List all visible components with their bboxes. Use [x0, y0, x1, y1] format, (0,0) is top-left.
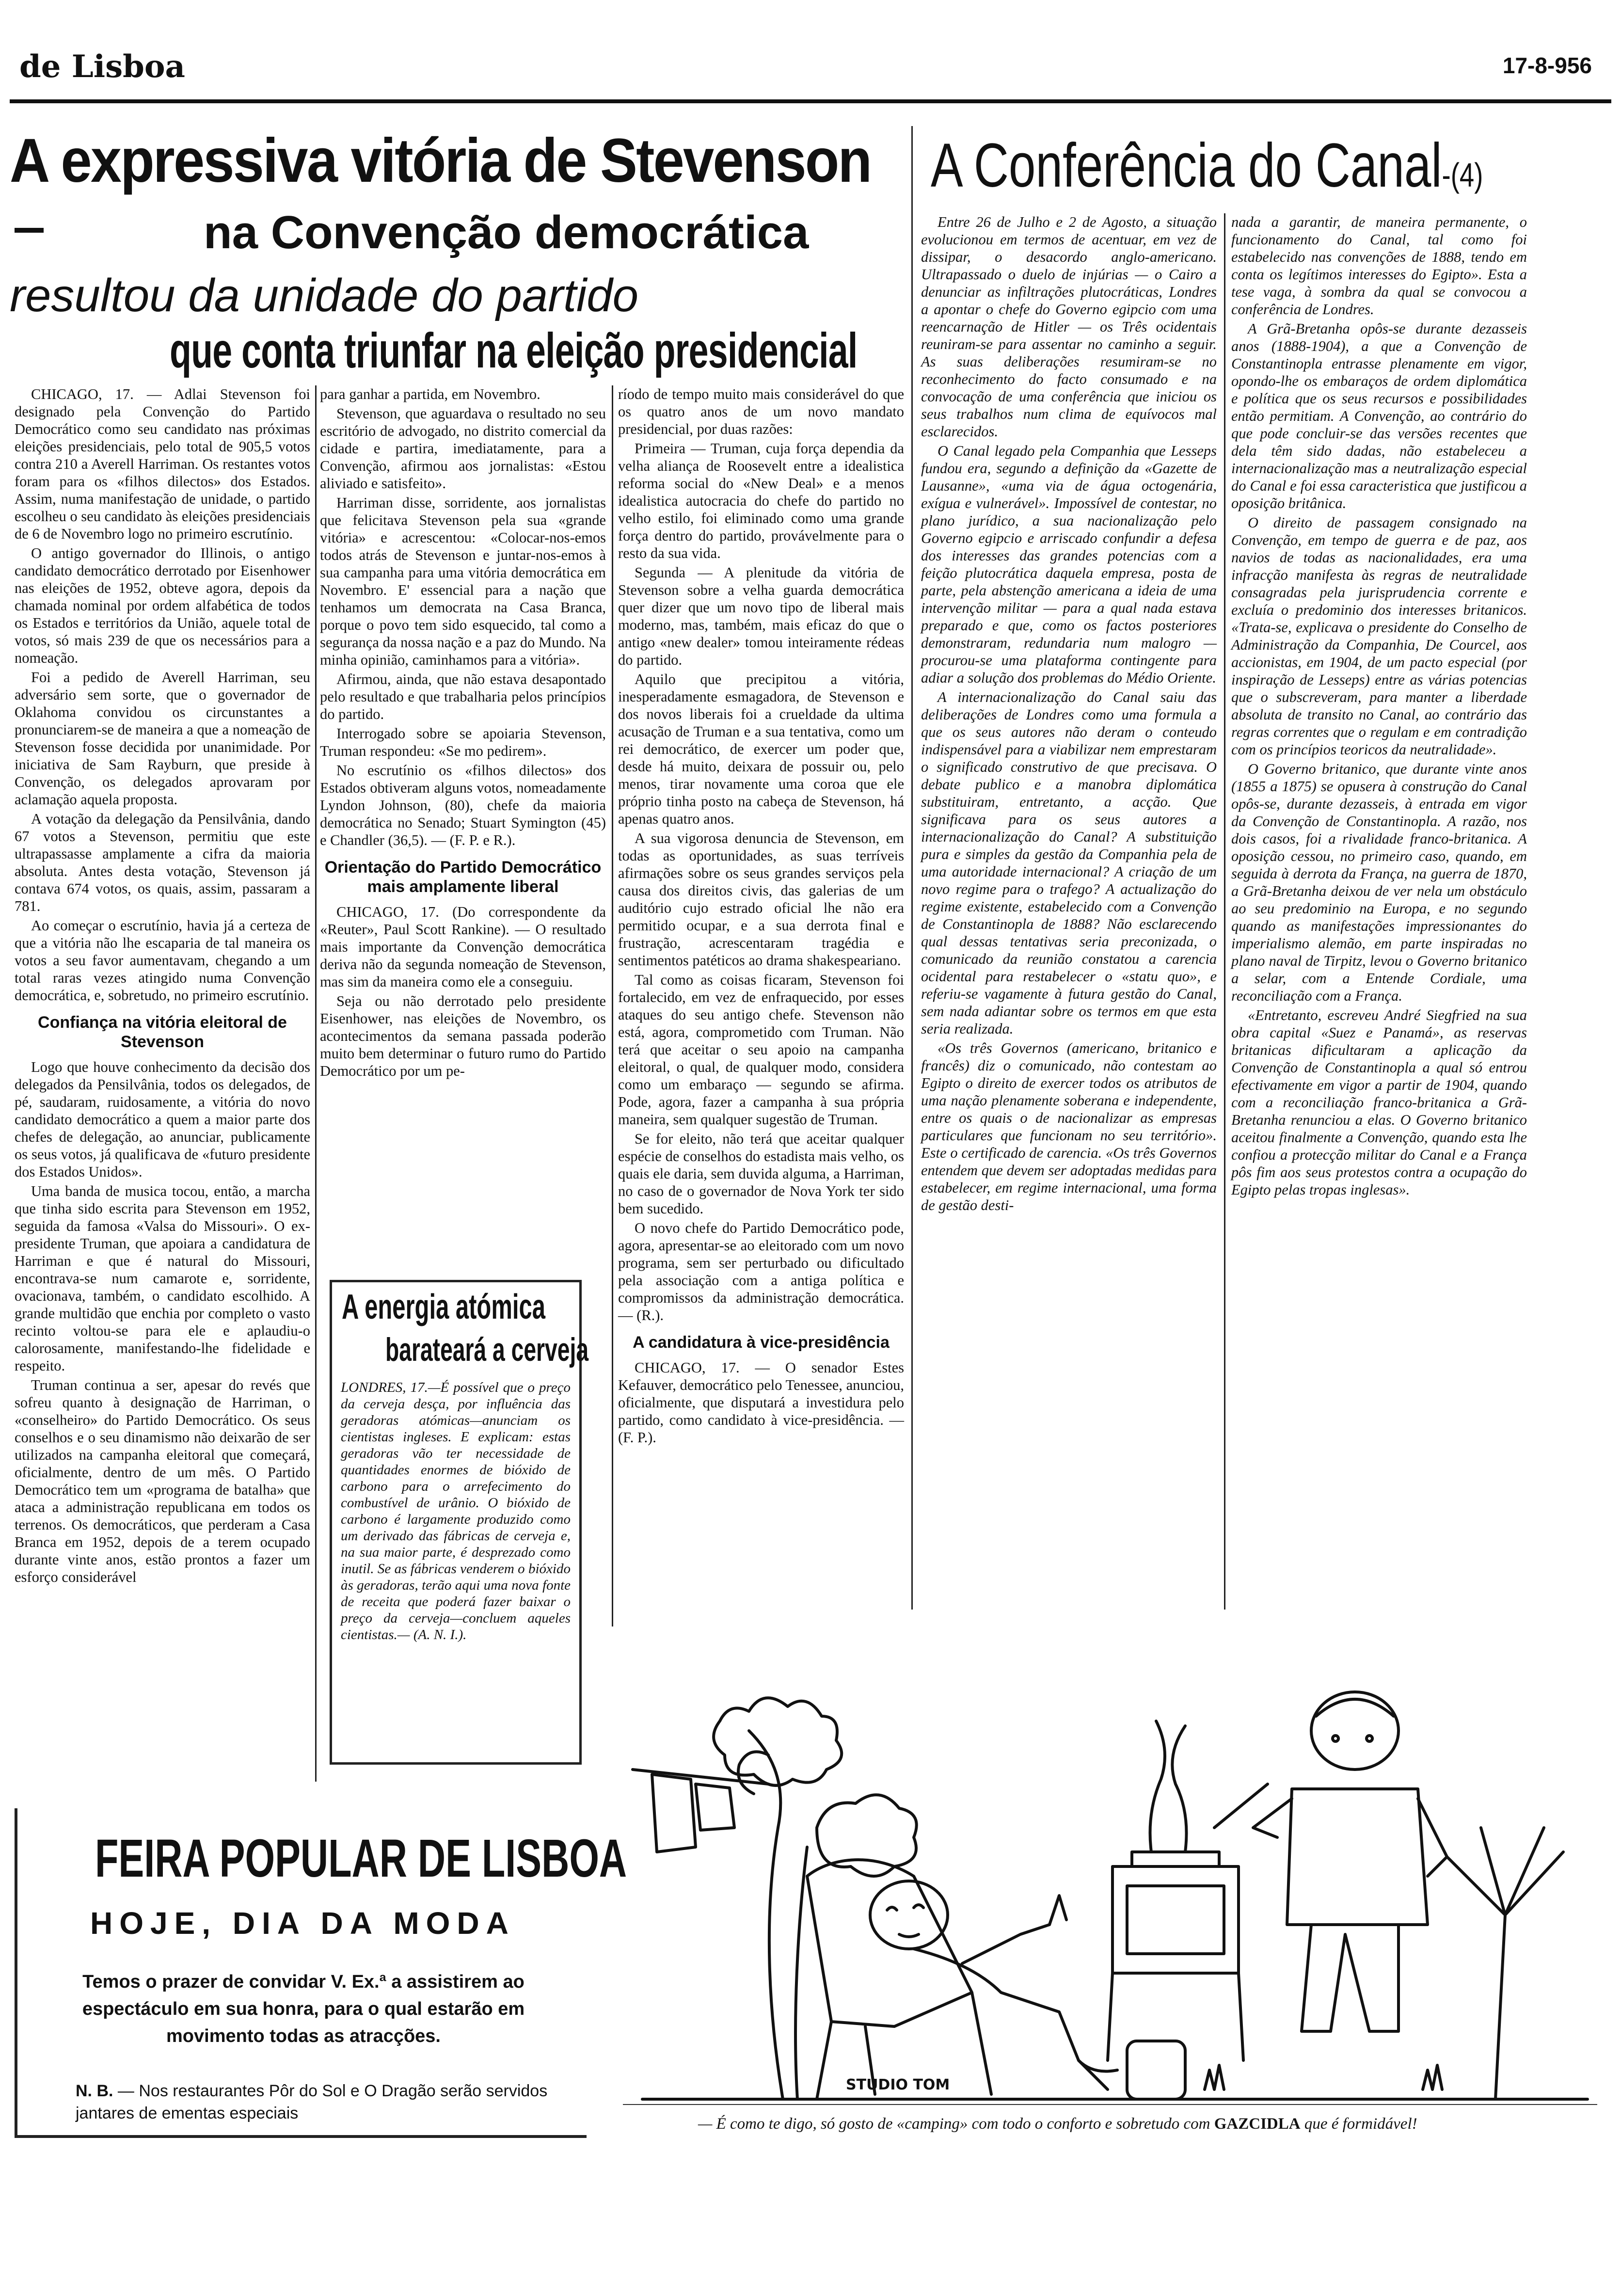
subheading-orientacao: Orientação do Partido Democrático mais amplamente liberal	[324, 858, 602, 896]
paragraph: Seja ou não derrotado pelo presidente Eisenhower, nas eleições de Novembro, os acontecimentos da semana passada poderão muito bem determinar o futuro rumo do Partido Democrático por um pe-	[320, 993, 606, 1079]
canal-title: A Conferência do Canal	[931, 131, 1442, 200]
canal-headline	[931, 130, 1483, 201]
paragraph: Aquilo que precipitou a vitória, inesperadamente esmagadora, de Stevenson e dos novos liberais foi a crueldade da ultima acusação de Truman e a sua tentativa, como um rei democrático, de exercer um poder que, desde há muito, deixara de possuir ou, pelo menos, tirar novamente uma coroa que ele próprio tinha posto na cabeça de Stevenson, há apenas quatro anos.	[618, 671, 904, 827]
seated-man-head	[870, 1881, 948, 1949]
stevenson-column-2	[320, 385, 606, 1082]
paragraph: A votação da delegação da Pensilvânia, dando 67 votos a Stevenson, permitiu que este ultrapassasse amplamente a cifra da maioria absoluta. Antes desta votação, Stevenson já contava 674 votos, os quais, assim, passaram a 781.	[15, 811, 310, 914]
ad-note-label: N. B.	[76, 2082, 113, 2100]
ad-note	[76, 2080, 570, 2124]
feira-popular-ad	[15, 1808, 627, 2138]
paragraph: nada a garantir, de maneira permanente, o funcionamento do Canal, tal como foi estabelecido nas convenções de 1888, tendo em conta os legítimos interesses do Egipto». Esta a tese vaga, à sombra da qual se convocou a conferência de Londres.	[1231, 214, 1527, 318]
canal-column-1	[921, 213, 1217, 1216]
paragraph: Ao começar o escrutínio, havia já a certeza de que a vitória não lhe escaparia de tal maneira os votos a seu favor aumentavam, chegando a um total raras vezes atingido numa Convenção democrática, e, sobretudo, no primeiro escrutínio.	[15, 917, 310, 1004]
palm-plant	[1447, 1828, 1563, 2099]
dash-ornament	[15, 228, 44, 233]
paragraph: No escrutínio os «filhos dilectos» dos Estados obtiveram alguns votos, nomeadamente Lyndon Johnson, (80), chefe da maioria democrática no Senado; Stuart Symington (45) e Chandler (36,5). — (F. P. e R.).	[320, 762, 606, 848]
ad-body: Temos o prazer de convidar V. Ex.ª a assistirem ao espectáculo em sua honra, para o qual estarão em movimento todas as atracções.	[82, 1972, 525, 2046]
energia-title-2: barateará a cerveja	[385, 1331, 589, 1368]
stevenson-headline-4: que conta triunfar na eleição presidencial	[170, 323, 858, 378]
paragraph: Uma banda de musica tocou, então, a marcha que tinha sido escrita para Stevenson em 1952, seguida da famosa «Valsa do Missouri». O ex-presidente Truman, que apoiara a candidatura de Harriman e que é natural do Missouri, encontrava-se num camarote e, sorridente, ovacionava, também, o candidato escolhido. A grande multidão que enchia por completo o vasto recinto voltou-se para ele e aplaudiu-o calorosamente, manifestando-lhe fidelidade e respeito.	[15, 1183, 310, 1374]
masthead: de Lisboa	[19, 48, 185, 85]
ad-subtitle: HOJE, DIA DA MODA	[90, 1906, 515, 1941]
paragraph: A sua vigorosa denuncia de Stevenson, em todas as oportunidades, as suas terríveis afirmações sobre os seus grandes serviços pela causa dos direitos civis, das galerias de um auditório cujo estrado oficial lhe não era permitido ocupar, e a sua derrota final e frustração, acrescentaram tragédia e sentimentos patéticos ao drama shakespeariano.	[618, 830, 904, 969]
ad-note-text: — Nos restaurantes Pôr do Sol e O Dragão serão servidos jantares de ementas especiais	[76, 2082, 548, 2122]
paragraph: para ganhar a partida, em Novembro.	[320, 386, 540, 402]
column-divider	[911, 126, 913, 1610]
paragraph: «Entretanto, escreveu André Siegfried na sua obra capital «Suez e Panamá», as reservas britanicas dificultaram a aplicação da Convenção de Constantinopla a qual só entrou efectivamente em vigor a partir de 1904, quando com a reconciliação franco-britanica a Grã-Bretanha renunciou a elas. O Governo britanico aceitou finalmente a Convenção, quando esta lhe confiou a protecção militar do Canal e a França pôs fim aos seus protestos contra a ocupação do Egipto pelas tropas inglesas».	[1231, 1007, 1527, 1198]
steam	[1150, 1721, 1165, 1852]
stevenson-headline-3: resultou da unidade do partido	[10, 270, 638, 321]
stevenson-headline-2: na Convenção democrática	[204, 207, 809, 258]
paragraph: O Governo britanico, que durante vinte anos (1855 a 1875) se opusera à construção do Canal opôs-se, durante dezasseis, à entrada em vigor da Convenção de Constantinopla. A razão, nos dois casos, foi a rivalidade franco-britanica. A oposição cessou, no primeiro caso, quando, em seguida à derrota da França, na guerra de 1870, a Grã-Bretanha deixou de ver nela um obstáculo ao seu predominio na Europa, e no segundo quando as manifestações impressionantes do imperialismo alemão, em parte inspiradas no plano naval de Tirpitz, levou o Governo britanico a selar, com a Entende Cordiale, uma reconciliação com a França.	[1231, 761, 1527, 1004]
tree-foliage	[714, 1698, 842, 1786]
subheading-vice-presidencia: A candidatura à vice-presidência	[633, 1333, 890, 1352]
stevenson-headline-1: A expressiva vitória de Stevenson	[10, 126, 871, 195]
paragraph: CHICAGO, 17. — O senador Estes Kefauver, democrático pelo Tenessee, anunciou, oficialmente, que disputará a investidura pelo partido, como candidato à vice-presidência. — (F. P.).	[618, 1359, 904, 1446]
canal-column-2	[1231, 213, 1527, 1200]
paragraph: Logo que houve conhecimento da decisão dos delegados da Pensilvânia, todos os delegados, de pé, saudaram, ruidosamente, a vitória do novo candidato democrático a quem a maior parte dos chefes de delegação, ao anunciar, publicamente os seus votos, já qualificava de «futuro presidente dos Estados Unidos».	[15, 1059, 310, 1180]
subheading-confianca: Confiança na vitória eleitoral de Stevenson	[38, 1013, 287, 1051]
paragraph: Segunda — A plenitude da vitória de Stevenson sobre a velha guarda democrática quer dizer que um novo tipo de liberal mais moderno, mas, também, mais eficaz do que o antigo «new dealer» tomou inteiramente rédeas do partido.	[618, 564, 904, 668]
ad-title: FEIRA POPULAR DE LISBOA	[95, 1829, 627, 1888]
paragraph: O Canal legado pela Companhia que Lesseps fundou era, segundo a definição da «Gazette de Lausanne», «uma via de água octogenária, exígua e vulnerável». Impossível de contestar, no plano jurídico, a sua nacionalização pelo Governo egipcio e arriscado confundir a defesa dos interesses das grandes potencias com a feição plutocrática daquela empresa, posta de parte, pela abstenção americana a ideia de uma intervenção militar — para a qual nada estava preparado e que, como os factos posteriores demonstraram, redundaria num malogro — procurou-se uma plataforma contingente para adiar a solução dos problemas do Médio Oriente.	[921, 443, 1217, 686]
cartoon-illustration	[623, 1624, 1597, 2114]
hanging-shirt	[652, 1774, 696, 1852]
gas-stove	[1112, 1866, 1239, 1973]
cartoon-caption	[698, 2114, 1556, 2134]
paragraph: Interrogado sobre se apoiaria Stevenson, Truman respondeu: «Se mo pedirem».	[320, 725, 606, 759]
paragraph: «Os três Governos (americano, britanico e francês) diz o comunicado, não contestam ao Egipto o direito de exercer todos os atributos de uma nação plenamente soberana e independente, entre os quais o de nacionalizar as empresas particulares que funcionam no seu território». Este o certificado de carencia. «Os três Governos entendem que devem ser adoptadas medidas para estabelecer, em regime internacional, uma forma de gestão desti-	[921, 1040, 1217, 1213]
paragraph: O novo chefe do Partido Democrático pode, agora, apresentar-se ao eleitorado com um novo programa, sem ser perturbado ou dificultado pela associação com a antiga política e compromissos da administração democrática. — (R.).	[618, 1220, 904, 1323]
gas-cylinder	[1127, 2041, 1185, 2099]
paragraph: A internacionalização do Canal saiu das deliberações de Londres como uma formula a que os seus autores não deram o conteudo indispensável para a viabilizar nem emprestaram o significado construtivo de que precisava. O debate publico e a manobra diplomática substituiram, entretanto, a acção. Que significava para os seus autores a internacionalização do Canal? A substituição pura e simples da gestão da Companhia pela de uma autoridade internacional? A criação de um novo regime para o trafego? A actualização do regime existente, estabelecido com a Convenção de Constantinopla de 1888? Não esclarecendo qual dessas tentativas seria preconizada, o comunicado da reunião constatou a carencia ocidental para restabelecer o «statu quo», e referiu-se vagamente à futura gestão do Canal, sem nada adiantar sobre os termos em que esta seria realizada.	[921, 689, 1217, 1037]
energia-box	[330, 1280, 589, 1765]
column-divider	[315, 385, 317, 1782]
paragraph: Se for eleito, não terá que aceitar qualquer espécie de conselhos do estadista mais velho, os quais ele daria, sem duvida alguma, a Harriman, no caso de o governador de Nova York ter sido bem sucedido.	[618, 1131, 904, 1217]
paragraph: Harriman disse, sorridente, aos jornalistas que felicitava Stevenson pela sua «grande vitória» e acrescentou: «Colocar-nos-emos todos atrás de Stevenson e juntar-nos-emos à sua campanha para uma vitória democrática em Novembro. E' essencial para a nação que tenhamos um democrata na Casa Branca, porque o povo tem sido esquecido, tal como a segurança da nossa nação e a paz do Mundo. Na minha opinião, caminhamos para a vitória».	[320, 494, 606, 668]
paragraph: Foi a pedido de Averell Harriman, seu adversário sem sorte, que o governador de Oklahoma convidou os circunstantes a pronunciarem-se de maneira a que a nomeação de Stevenson fosse decidida por unanimidade. Por iniciativa de Sam Rayburn, que preside à Convenção, os delegados aprovaram por aclamação aquela proposta.	[15, 669, 310, 808]
issue-date: 17-8-956	[1502, 53, 1592, 78]
cartoon-rule	[623, 2104, 1597, 2105]
seated-man-body	[914, 1949, 1108, 2089]
paragraph: Truman continua a ser, apesar do revés que sofreu quanto à designação de Harriman, o «conselheiro» do Partido Democrático. Os seus conselhos e o seu dinamismo não deixarão de ser utilizados na campanha eleitoral que começará, oficialmente, dentro de um mês. O Partido Democrático tem um «programa de batalha» que ataca a administração republicana em todos os terrenos. Os democráticos, que perderam a Casa Branca em 1952, depois de a terem ocupado durante vinte anos, estão prontos a fazer um esforço considerável	[15, 1377, 310, 1585]
energia-body: LONDRES, 17.—É possível que o preço da cerveja desça, por influência das geradoras atómicas—anunciam os cientistas ingleses. E explicam: estas geradoras vão ter necessidade de quantidades enormes de bióxido de carbono para o arrefecimento do combustível de urânio. O bióxido de carbono é largamente produzido como um derivado das fábricas de cerveja e, na sua maior parte, é desprezado como inutil. Se as fábricas venderem o bióxido às geradoras, terão aqui uma nova fonte de receita que poderá fazer baixar o preço da cerveja—concluem aqueles cientistas.— (A. N. I.).	[341, 1380, 571, 1642]
header-rule	[10, 99, 1611, 103]
stevenson-column-3	[618, 385, 904, 1448]
paragraph: CHICAGO, 17. — Adlai Stevenson foi designado pela Convenção do Partido Democrático como seu candidato nas próximas eleições presidenciais, pelo total de 905,5 votos contra 210 a Averell Harriman. Os restantes votos foram para os «filhos dilectos» dos Estados. Assim, numa manifestação de unidade, o partido escolheu o seu candidato às eleições presidenciais de 6 de Novembro logo no primeiro escrutínio.	[15, 386, 310, 542]
column-divider	[1224, 213, 1225, 1610]
caption-brand: GAZCIDLA	[1214, 2115, 1301, 2133]
paragraph: O direito de passagem consignado na Convenção, em tempo de guerra e de paz, aos navios de todas as nacionalidades, era uma infracção manifesta às regras de neutralidade consagradas pela jurisprudencia corrente e excluía o predominio dos interesses britanicos. «Trata-se, explicava o presidente do Conselho de Administração da Companhia, De Courcel, aos accionistas, em 1904, de um pacto especial (por inspiração de Lesseps) entre as várias potencias que o subscreveram, para manter a liberdade absoluta de transito no Canal, ao contrário das regras correntes que o regulam e em contradição com os princípios teoricos da neutralidade».	[1231, 514, 1527, 758]
paragraph: Tal como as coisas ficaram, Stevenson foi fortalecido, em vez de enfraquecido, por esses ataques do seu antigo chefe. Stevenson não está, agora, comprometido com Truman. Não terá que aceitar o seu apoio na campanha eleitoral, o qual, de qualquer modo, considera como um embaraço — segundo se afirma. Pode, agora, fazer a campanha à sua própria maneira, sem qualquer sugestão de Truman.	[618, 972, 904, 1128]
stevenson-column-1	[15, 385, 310, 1588]
paragraph: Stevenson, que aguardava o resultado no seu escritório de advogado, no distrito comercial da cidade e partira, imediatamente, para a Convenção, afirmou aos jornalistas: «Estou aliviado e satisfeito».	[320, 405, 606, 492]
paragraph: A Grã-Bretanha opôs-se durante dezasseis anos (1888-1904), a que a Convenção de Constantinopla entrasse plenamente em vigor, opondo-lhe os embaraços de ordem diplomática e política que os seus recursos e possibilidades então permitiam. A Convenção, ao contrário do que pode concluir-se das versões recentes que dela têm sido dadas, não estabeleceu a internacionalização mas a neutralização especial do Canal e foi essa caracteristica que justificou a oposição britânica.	[1231, 320, 1527, 511]
paragraph: CHICAGO, 17. (Do correspondente da «Reuter», Paul Scott Rankine). — O resultado mais importante da Convenção democrática deriva não da segunda nomeação de Stevenson, mas sim da maneira como ele a conseguiu.	[320, 904, 606, 990]
paragraph: O antigo governador do Illinois, o antigo candidato democrático derrotado por Eisenhower nas eleições de 1952, obteve agora, depois da chamada nominal por ordem alfabética de todos os Estados e territórios da União, aquele total de votos, só mais 239 de que os necessários para a nomeação.	[15, 545, 310, 666]
canal-part: -(4)	[1442, 156, 1483, 194]
paragraph: Afirmou, ainda, que não estava desapontado pelo resultado e que trabalharia pelos princípios do partido.	[320, 671, 606, 722]
paragraph: ríodo de tempo muito mais considerável do que os quatro anos de um novo mandato presidencial, por duas razões:	[618, 386, 904, 437]
caption-text: — É como te digo, só gosto de «camping» com todo o conforto e sobretudo com	[698, 2115, 1210, 2133]
standing-man-head	[1311, 1692, 1399, 1770]
column-divider	[612, 385, 613, 1626]
standing-man-legs	[1302, 1925, 1399, 2031]
glass	[1049, 1896, 1066, 1925]
cartoon-signature: STUDIO TOM	[846, 2076, 950, 2093]
cartoon-drawing	[623, 1624, 1597, 2109]
paragraph: Entre 26 de Julho e 2 de Agosto, a situação evolucionou em termos de acentuar, em vez de dissipar, o desacordo anglo-americano. Ultrapassado o duelo de injúrias — o Cairo a denunciar as infiltrações plutocráticas, Londres a apontar o chefe do Governo egipcio com uma reencarnação de Hitler — os Três ocidentais reuniram-se para assentar no caminho a seguir. As suas deliberações resumiram-se no reconhecimento do facto consumado e na convocação de uma conferência que iniciou os seus trabalhos num clima de equívocos mal esclarecidos.	[921, 214, 1217, 440]
paragraph: Primeira — Truman, cuja força dependia da velha aliança de Roosevelt entre a idealistica reforma social do «New Deal» e a menos idealistica autocracia do chefe do partido no velho estilo, foi eliminado como uma grande força dentro do partido, provávelmente para o resto da sua vida.	[618, 440, 904, 561]
caption-end: que é formidável!	[1304, 2115, 1417, 2133]
energia-title-1: A energia atómica	[342, 1288, 545, 1326]
standing-man-shirt	[1287, 1789, 1428, 1925]
